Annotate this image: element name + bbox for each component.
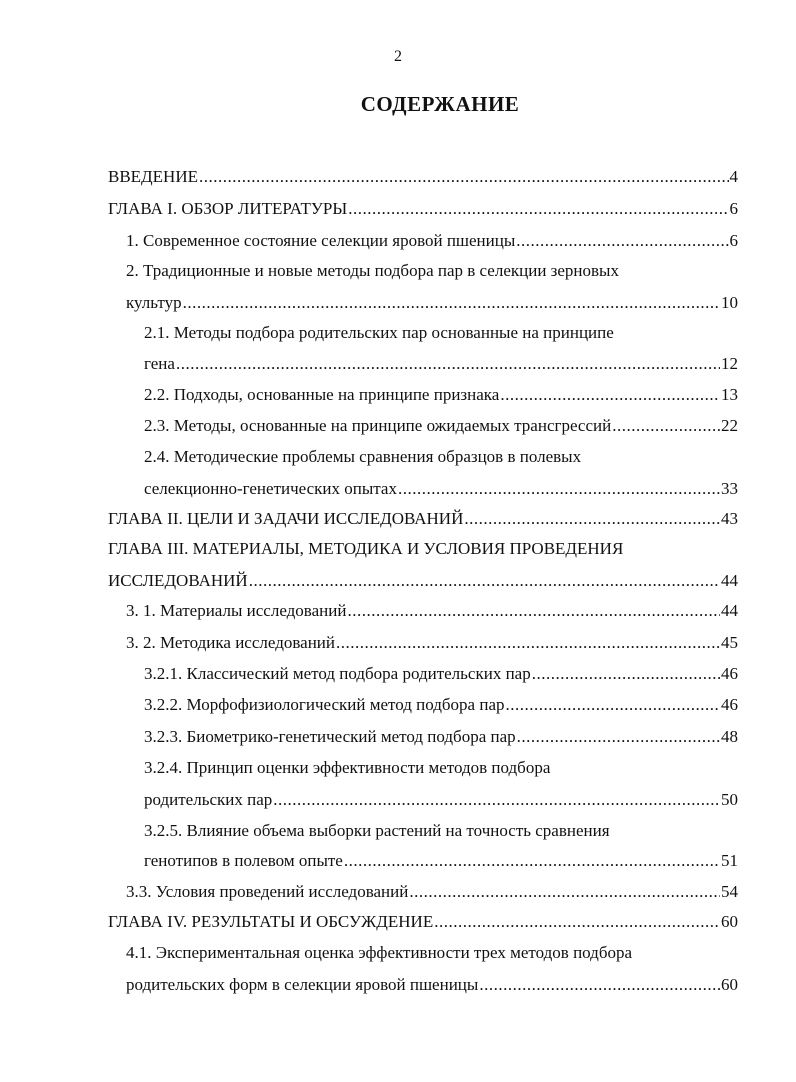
toc-entry (126, 974, 738, 996)
toc-entry (144, 694, 738, 716)
toc-entry-page: 10 (721, 293, 738, 312)
page-number: 2 (394, 48, 402, 65)
toc-entry-text: родительских пар (144, 790, 273, 809)
toc-entry-page: 50 (721, 790, 738, 809)
toc-entry-page: 46 (721, 664, 738, 683)
toc-entry-text: 3.2.1. Классический метод подбора родительских пар (144, 664, 531, 683)
toc-entry (108, 508, 738, 530)
toc-entry (144, 384, 738, 406)
toc-entry-page: 44 (721, 601, 738, 620)
toc-entry (108, 198, 738, 220)
toc-entry-text: 3.2.4. Принцип оценки эффективности методов подбора (144, 758, 551, 777)
toc-entry-page: 12 (721, 354, 738, 373)
toc-entry (144, 415, 738, 437)
toc-entry-text: 1. Современное состояние селекции яровой пшеницы (126, 231, 516, 250)
toc-entry-page: 54 (721, 882, 738, 901)
toc-entry-text: гена (144, 354, 175, 373)
toc-entry (108, 911, 738, 933)
toc-entry-text: 3.2.3. Биометрико-генетический метод подбора пар (144, 727, 516, 746)
toc-entry-page: 48 (721, 727, 738, 746)
toc-entry-page: 51 (721, 851, 738, 870)
toc-entry-page: 45 (721, 633, 738, 652)
toc-entry (144, 850, 738, 872)
toc-entry-text: 3.2.2. Морфофизиологический метод подбора пар (144, 695, 505, 714)
toc-entry-text: 2.4. Методические проблемы сравнения образцов в полевых (144, 447, 582, 466)
toc-entry (108, 166, 738, 188)
toc-entry-text: ГЛАВА I. ОБЗОР ЛИТЕРАТУРЫ (108, 199, 348, 218)
toc-entry (126, 632, 738, 654)
toc-entry-text: культур (126, 293, 182, 312)
toc-entry-page: 33 (721, 479, 738, 498)
toc-entry-text: ГЛАВА II. ЦЕЛИ И ЗАДАЧИ ИССЛЕДОВАНИЙ (108, 509, 464, 528)
toc-entry-text: 2.3. Методы, основанные на принципе ожидаемых трансгрессий (144, 416, 612, 435)
toc-entry (144, 353, 738, 375)
toc-entry-page: 22 (721, 416, 738, 435)
toc-entry-text: родительских форм в селекции яровой пшеницы (126, 975, 479, 994)
toc-entry-text: 2.1. Методы подбора родительских пар основанные на принципе (144, 323, 614, 342)
toc-entry-page: 46 (721, 695, 738, 714)
toc-entry-page: 60 (721, 975, 738, 994)
toc-entry (126, 600, 738, 622)
toc-entry-text: ГЛАВА III. МАТЕРИАЛЫ, МЕТОДИКА И УСЛОВИЯ ПРОВЕДЕНИЯ (108, 539, 624, 558)
toc-entry (126, 881, 738, 903)
toc-entry-text: 2.2. Подходы, основанные на принципе признака (144, 385, 500, 404)
toc-entry-text: генотипов в полевом опыте (144, 851, 343, 870)
toc-entry-page: 4 (729, 167, 738, 186)
toc-entry-text: 3. 1. Материалы исследований (126, 601, 347, 620)
toc-entry-text: ВВЕДЕНИЕ (108, 167, 198, 186)
toc-entry (144, 478, 738, 500)
toc-entry-text: 3. 2. Методика исследований (126, 633, 335, 652)
toc-entry-text: 2. Традиционные и новые методы подбора пар в селекции зерновых (126, 261, 619, 280)
toc-entry-text: селекционно-генетических опытах (144, 479, 397, 498)
toc-entry-text: ГЛАВА IV. РЕЗУЛЬТАТЫ И ОБСУЖДЕНИЕ (108, 912, 434, 931)
toc-entry (126, 292, 738, 314)
toc-entry-page: 44 (721, 571, 738, 590)
toc-entry-text: ИССЛЕДОВАНИЙ (108, 571, 248, 590)
toc-entry (144, 663, 738, 685)
toc-entry (108, 570, 738, 592)
toc-entry-page: 6 (729, 231, 738, 250)
page-title: СОДЕРЖАНИЕ (360, 92, 520, 116)
toc-entry-text: 3.2.5. Влияние объема выборки растений на точность сравнения (144, 821, 610, 840)
toc-entry (126, 230, 738, 252)
toc-entry-page: 60 (721, 912, 738, 931)
toc-entry (144, 726, 738, 748)
toc-entry-text: 3.3. Условия проведений исследований (126, 882, 409, 901)
toc-entry-page: 43 (721, 509, 738, 528)
toc-entry-page: 13 (721, 385, 738, 404)
toc-entry-page: 6 (729, 199, 738, 218)
toc-entry-text: 4.1. Экспериментальная оценка эффективности трех методов подбора (126, 943, 633, 962)
toc-entry (144, 789, 738, 811)
